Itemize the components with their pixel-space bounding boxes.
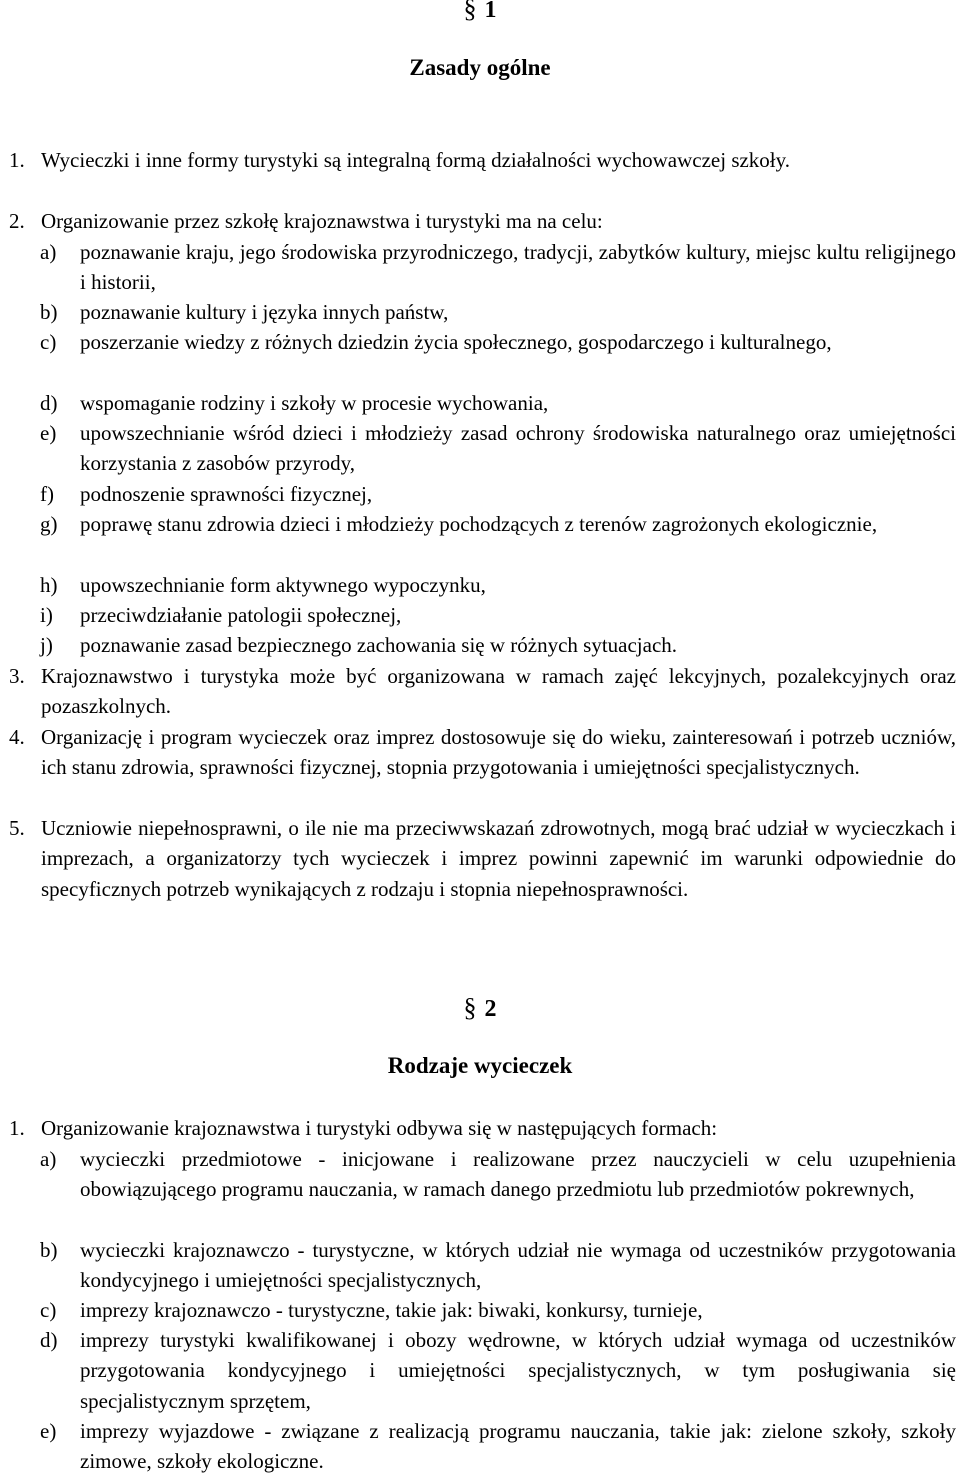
item-letter: f)	[40, 482, 54, 506]
item-text: wspomaganie rodziny i szkoły w procesie wychowania,	[80, 391, 549, 415]
item-text: wycieczki przedmiotowe - inicjowane i realizowane przez nauczycieli w celu uzupełnienia obowiązującego programu nauczania, w ramach danego przedmiotu lub przedmiotów pokrewnych,	[80, 1147, 956, 1202]
list-item-1a	[40, 1144, 956, 1205]
item-letter: i)	[40, 603, 53, 627]
item-text: Wycieczki i inne formy turystyki są integralną formą działalności wychowawczej szkoły.	[41, 148, 791, 172]
section-1-number	[0, 0, 960, 24]
list-item-2i	[40, 600, 956, 630]
section-2-number	[0, 993, 960, 1023]
list-item-2	[9, 206, 956, 236]
item-number: 1.	[9, 1116, 25, 1140]
section-2-title: Rodzaje wycieczek	[387, 1053, 573, 1078]
item-text: upowszechnianie form aktywnego wypoczynku,	[80, 573, 486, 597]
list-item-3	[9, 661, 956, 722]
item-letter: a)	[40, 1147, 57, 1171]
item-text: Krajoznawstwo i turystyka może być organizowana w ramach zajęć lekcyjnych, pozalekcyjnych oraz pozaszkolnych.	[41, 664, 956, 719]
item-number: 5.	[9, 816, 25, 840]
item-text: przeciwdziałanie patologii społecznej,	[80, 603, 402, 627]
item-text: Uczniowie niepełnosprawni, o ile nie ma przeciwwskazań zdrowotnych, mogą brać udział w wycieczkach i imprezach, a organizatorzy tych wycieczek i imprez powinni zapewnić im warunki odpowiednie do specyficznych potrzeb wynikających z rodzaju i stopnia niepełnosprawności.	[41, 816, 956, 901]
item-text: imprezy turystyki kwalifikowanej i obozy wędrowne, w których udział wymaga od uczestników przygotowania kondycyjnego i umiejętności specjalistycznych, w tym posługiwania się specjalistycznym sprzętem,	[80, 1328, 956, 1413]
item-letter: d)	[40, 1328, 58, 1352]
list-item-2f	[40, 479, 956, 509]
item-number: 3.	[9, 664, 25, 688]
item-number: 4.	[9, 725, 25, 749]
item-letter: c)	[40, 1298, 57, 1322]
item-letter: b)	[40, 1238, 58, 1262]
list-item-2a	[40, 237, 956, 298]
list-item-1d	[40, 1325, 956, 1416]
item-text: upowszechnianie wśród dzieci i młodzieży zasad ochrony środowiska naturalnego oraz umiejętności korzystania z zasobów przyrody,	[80, 421, 956, 476]
item-text: imprezy wyjazdowe - związane z realizacją programu nauczania, takie jak: zielone szkoły, szkoły zimowe, szkoły ekologiczne.	[80, 1419, 956, 1474]
item-text: podnoszenie sprawności fizycznej,	[80, 482, 373, 506]
list-item-2h	[40, 570, 956, 600]
item-text: Organizację i program wycieczek oraz imprez dostosowuje się do wieku, zainteresowań i potrzeb uczniów, ich stanu zdrowia, sprawności fizycznej, stopnia przygotowania i umiejętności specjalistycznych.	[41, 725, 956, 780]
list-item-2d	[40, 388, 956, 418]
item-letter: g)	[40, 512, 58, 536]
list-item-2b	[40, 297, 956, 327]
item-text: poznawanie zasad bezpiecznego zachowania się w różnych sytuacjach.	[80, 633, 678, 657]
item-letter: j)	[40, 633, 53, 657]
list-item-2g	[40, 509, 956, 539]
item-letter: b)	[40, 300, 58, 324]
item-number: 1.	[9, 148, 25, 172]
item-text: poszerzanie wiedzy z różnych dziedzin życia społecznego, gospodarczego i kulturalnego,	[80, 330, 832, 354]
item-text: poznawanie kraju, jego środowiska przyrodniczego, tradycji, zabytków kultury, miejsc kultu religijnego i historii,	[80, 240, 956, 295]
item-letter: d)	[40, 391, 58, 415]
item-text: imprezy krajoznawczo - turystyczne, takie jak: biwaki, konkursy, turnieje,	[80, 1298, 703, 1322]
list-item-1e	[40, 1416, 956, 1477]
item-text: poznawanie kultury i języka innych państw,	[80, 300, 449, 324]
list-item-2c	[40, 327, 956, 357]
section-number: 2	[484, 996, 497, 1022]
list-item-2j	[40, 630, 956, 660]
list-item-5	[9, 813, 956, 904]
item-letter: e)	[40, 1419, 57, 1443]
item-text: Organizowanie przez szkołę krajoznawstwa i turystyki ma na celu:	[41, 209, 603, 233]
list-item-2e	[40, 418, 956, 479]
section-number: 1	[484, 0, 497, 23]
item-letter: a)	[40, 240, 57, 264]
list-item-1	[9, 1113, 956, 1143]
list-item-4	[9, 722, 956, 783]
list-item-1c	[40, 1295, 956, 1325]
item-letter: e)	[40, 421, 57, 445]
paragraph-sign: §	[463, 993, 477, 1022]
section-1-title: Zasady ogólne	[409, 55, 551, 80]
item-text: Organizowanie krajoznawstwa i turystyki odbywa się w następujących formach:	[41, 1116, 718, 1140]
item-letter: h)	[40, 573, 58, 597]
list-item-1b	[40, 1235, 956, 1296]
item-text: poprawę stanu zdrowia dzieci i młodzieży pochodzących z terenów zagrożonych ekologicznie,	[80, 512, 878, 536]
item-number: 2.	[9, 209, 25, 233]
item-letter: c)	[40, 330, 57, 354]
item-text: wycieczki krajoznawczo - turystyczne, w których udział nie wymaga od uczestników przygotowania kondycyjnego i umiejętności specjalistycznych,	[80, 1238, 956, 1293]
paragraph-sign: §	[463, 0, 477, 23]
list-item-1	[9, 145, 956, 175]
